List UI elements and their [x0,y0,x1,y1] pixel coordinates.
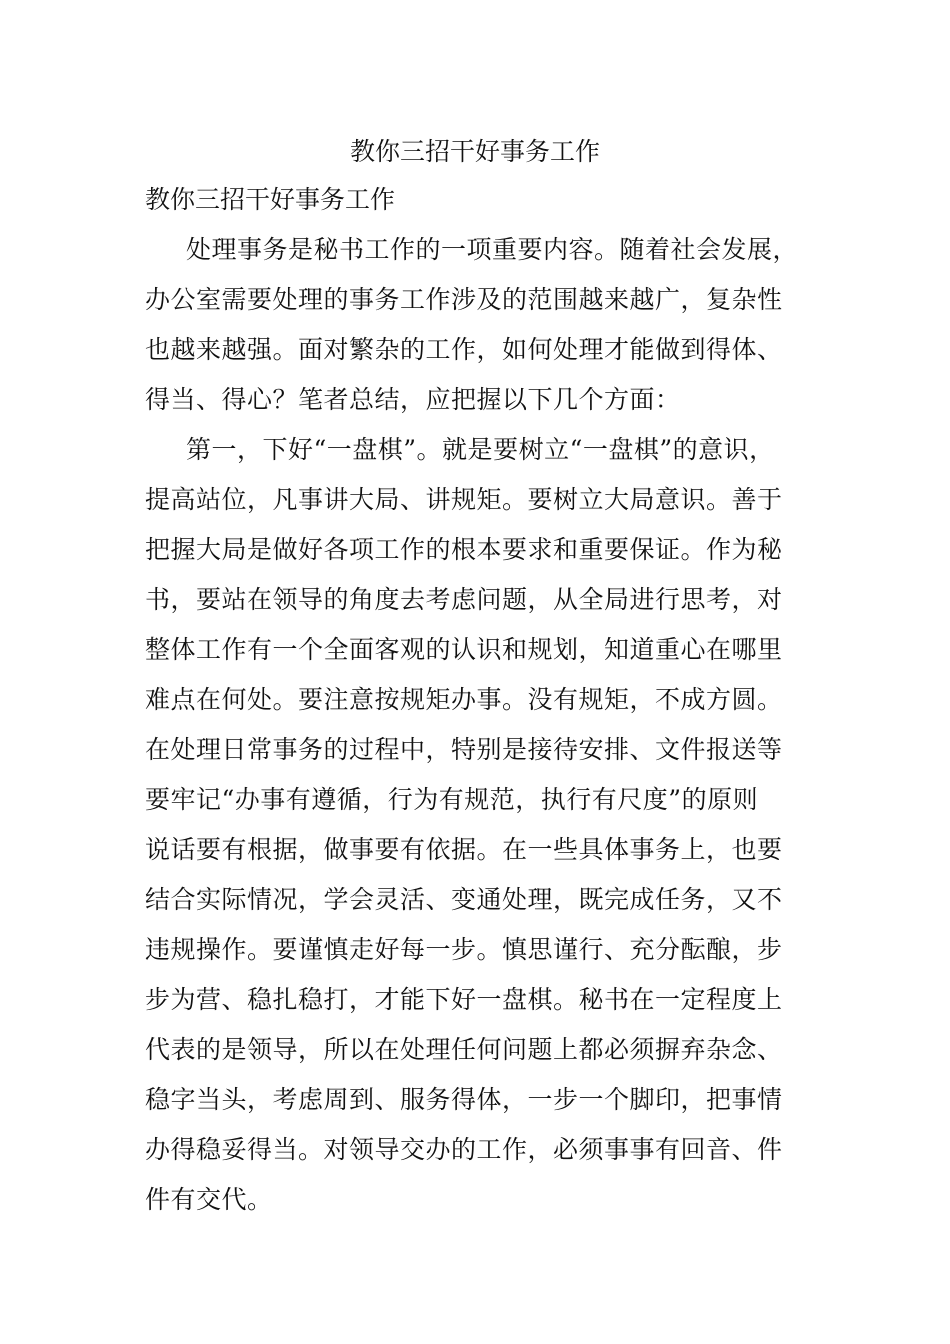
document-subtitle: 教你三招干好事务工作 [145,185,396,214]
paragraph-line: 处理事务是秘书工作的一项重要内容。随着社会发展， [186,235,799,264]
paragraph-line: 第一，下好“一盘棋”。就是要树立“一盘棋”的意识， [186,435,775,464]
paragraph-line: 难点在何处。要注意按规矩办事。没有规矩，不成方圆。 [145,685,783,714]
paragraph-line: 书，要站在领导的角度去考虑问题，从全局进行思考，对 [145,585,783,614]
paragraph-line: 得当、得心？笔者总结，应把握以下几个方面： [145,385,681,414]
paragraph-line: 办公室需要处理的事务工作涉及的范围越来越广，复杂性 [145,285,783,314]
paragraph-line: 也越来越强。面对繁杂的工作，如何处理才能做到得体、 [145,335,783,364]
paragraph-line: 在处理日常事务的过程中，特别是接待安排、文件报送等 [145,735,783,764]
paragraph-line: 结合实际情况，学会灵活、变通处理，既完成任务，又不 [145,885,783,914]
document-title: 教你三招干好事务工作 [349,137,600,166]
paragraph-line: 步为营、稳扎稳打，才能下好一盘棋。秘书在一定程度上 [145,985,783,1014]
paragraph-line: 稳字当头，考虑周到、服务得体，一步一个脚印，把事情 [145,1085,783,1114]
paragraph-line: 办得稳妥得当。对领导交办的工作，必须事事有回音、件 [145,1135,783,1164]
paragraph-line: 件有交代。 [145,1185,273,1214]
paragraph-line: 把握大局是做好各项工作的根本要求和重要保证。作为秘 [145,535,783,564]
paragraph-line: 说话要有根据，做事要有依据。在一些具体事务上，也要 [145,835,783,864]
paragraph-line: 整体工作有一个全面客观的认识和规划，知道重心在哪里 [145,635,783,664]
paragraph-line: 要牢记“办事有遵循，行为有规范，执行有尺度”的原则 [145,785,759,814]
paragraph-line: 提高站位，凡事讲大局、讲规矩。要树立大局意识。善于 [145,485,783,514]
paragraph-line: 违规操作。要谨慎走好每一步。慎思谨行、充分酝酿，步 [145,935,783,964]
paragraph-line: 代表的是领导，所以在处理任何问题上都必须摒弃杂念、 [145,1035,783,1064]
